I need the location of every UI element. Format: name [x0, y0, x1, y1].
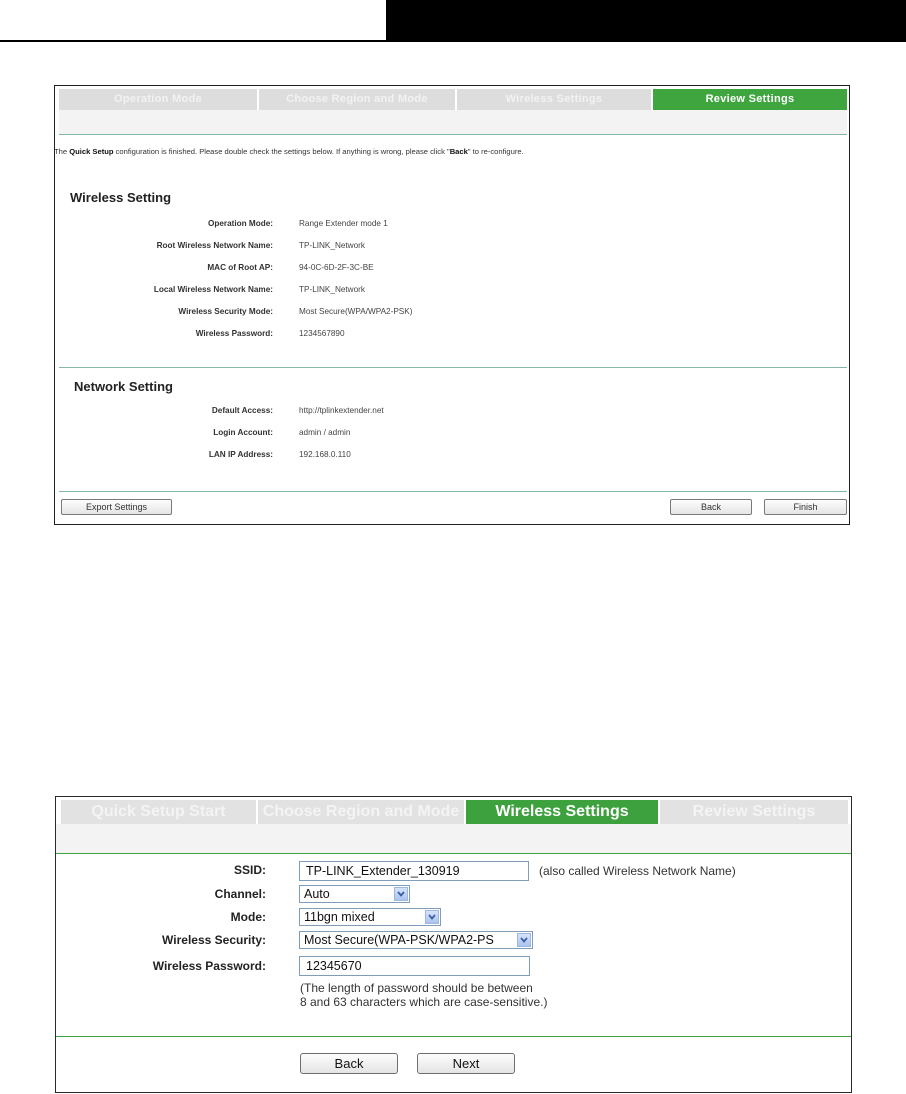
- chevron-down-icon: [425, 910, 439, 924]
- mode-select[interactable]: [299, 908, 441, 926]
- password-note-line1: (The length of password should be between: [300, 981, 533, 995]
- mode-label: Mode:: [230, 910, 266, 924]
- channel-select[interactable]: [299, 885, 410, 903]
- divider: [59, 491, 847, 492]
- security-label: Wireless Security:: [162, 933, 266, 947]
- finish-button[interactable]: Finish: [764, 499, 847, 515]
- row-value: Most Secure(WPA/WPA2-PSK): [299, 307, 413, 316]
- wireless-setting-title: Wireless Setting: [70, 190, 172, 205]
- step-review-settings: Review Settings: [660, 800, 850, 824]
- wireless-settings-panel: [55, 796, 852, 1093]
- row-value: http://tplinkextender.net: [299, 406, 384, 415]
- network-setting-title: Network Setting: [74, 379, 173, 394]
- header-bar: [386, 0, 906, 42]
- row-label: Wireless Password:: [195, 329, 273, 338]
- mode-value: 11bgn mixed: [304, 910, 375, 924]
- back-button[interactable]: Back: [670, 499, 752, 515]
- row-label: Wireless Security Mode:: [178, 307, 273, 316]
- header-rule: [0, 40, 386, 42]
- ssid-input[interactable]: TP-LINK_Extender_130919: [299, 861, 529, 881]
- row-label: Operation Mode:: [207, 219, 273, 228]
- step-wireless-settings: Wireless Settings: [457, 89, 653, 110]
- channel-label: Channel:: [214, 887, 266, 901]
- row-label: LAN IP Address:: [208, 450, 273, 459]
- finish-message: The Quick Setup configuration is finished. Please double check the settings below. If anything is wrong, please click "Back" to re-configure.: [54, 147, 524, 156]
- divider: [59, 134, 847, 135]
- channel-value: Auto: [304, 887, 330, 901]
- divider: [56, 853, 851, 854]
- wizard-steps: [59, 89, 847, 110]
- password-label: Wireless Password:: [152, 959, 266, 973]
- row-value: 1234567890: [299, 329, 345, 338]
- ssid-hint: (also called Wireless Network Name): [539, 864, 736, 878]
- step-choose-region: Choose Region and Mode: [259, 89, 457, 110]
- row-value: Range Extender mode 1: [299, 219, 388, 228]
- tab-band: [56, 824, 851, 853]
- chevron-down-icon: [517, 933, 531, 947]
- row-value: TP-LINK_Network: [299, 241, 365, 250]
- row-label: Login Account:: [213, 428, 273, 437]
- password-note-line2: 8 and 63 characters which are case-sensitive.): [300, 995, 548, 1009]
- wizard-steps: [61, 800, 850, 824]
- row-label: Root Wireless Network Name:: [156, 241, 273, 250]
- security-value: Most Secure(WPA-PSK/WPA2-PS: [304, 933, 494, 947]
- password-input[interactable]: 12345670: [299, 956, 530, 976]
- ssid-label: SSID:: [233, 863, 266, 877]
- step-wireless-settings: Wireless Settings: [466, 800, 660, 824]
- chevron-down-icon: [394, 887, 408, 901]
- review-settings-panel: [54, 85, 850, 525]
- row-label: MAC of Root AP:: [207, 263, 273, 272]
- step-quick-setup-start: Quick Setup Start: [61, 800, 258, 824]
- step-choose-region: Choose Region and Mode: [258, 800, 466, 824]
- security-select[interactable]: [299, 931, 533, 949]
- row-value: admin / admin: [299, 428, 351, 437]
- next-button[interactable]: Next: [417, 1053, 515, 1074]
- row-label: Default Access:: [211, 406, 273, 415]
- back-button[interactable]: Back: [300, 1053, 398, 1074]
- step-operation-mode: Operation Mode: [59, 89, 259, 110]
- step-review-settings: Review Settings: [653, 89, 847, 110]
- row-value: 94-0C-6D-2F-3C-BE: [299, 263, 374, 272]
- row-value: 192.168.0.110: [299, 450, 351, 459]
- tab-band: [59, 110, 847, 134]
- divider: [59, 367, 847, 368]
- export-settings-button[interactable]: Export Settings: [61, 499, 172, 515]
- row-label: Local Wireless Network Name:: [153, 285, 273, 294]
- divider: [56, 1036, 851, 1037]
- row-value: TP-LINK_Network: [299, 285, 365, 294]
